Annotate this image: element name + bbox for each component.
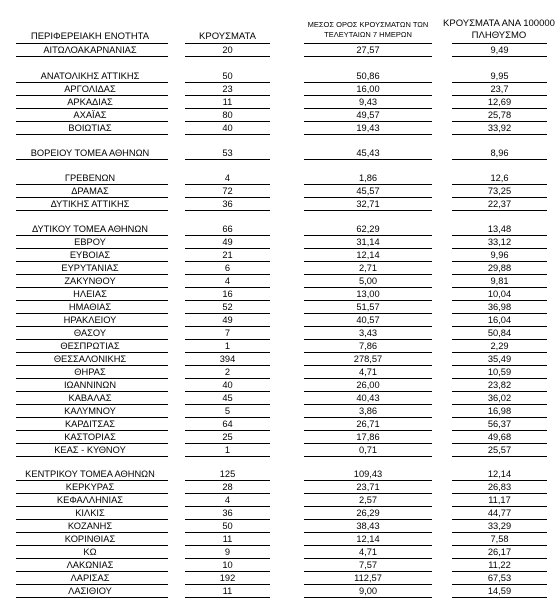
cell-underline (304, 134, 432, 135)
cases-cell: 6 (224, 263, 231, 273)
per100k-cell: 9,96 (490, 250, 509, 260)
per100k-cell: 11,22 (488, 560, 511, 570)
region-cell: ΑΝΑΤΟΛΙΚΗΣ ΑΤΤΙΚΗΣ (40, 71, 140, 81)
per100k-cell: 10,04 (487, 289, 512, 299)
avg-cell: 40,43 (356, 393, 380, 403)
per100k-cell: 36,98 (487, 302, 512, 312)
table-row (0, 288, 560, 301)
cases-cell: 4 (224, 276, 231, 286)
table-row (0, 236, 560, 249)
cases-cell: 192 (219, 573, 236, 583)
table-row (0, 340, 560, 353)
avg-cell: 16,00 (356, 84, 380, 94)
avg-cell: 3,43 (358, 328, 378, 338)
region-cell: ΘΗΡΑΣ (74, 367, 106, 377)
region-cell: ΚΟΖΑΝΗΣ (67, 521, 113, 531)
table-row (0, 481, 560, 494)
per100k-cell: 25,78 (487, 110, 512, 120)
region-cell: ΓΡΕΒΕΝΩΝ (64, 173, 116, 183)
per100k-cell: 22,37 (487, 199, 512, 209)
region-cell: ΚΟΡΙΝΘΙΑΣ (64, 534, 116, 544)
avg-cell: 62,29 (356, 224, 380, 234)
cases-cell: 49 (222, 237, 233, 247)
avg-cell: 7,86 (358, 341, 378, 351)
cell-underline (185, 134, 270, 135)
avg-header-line-2: ΤΕΛΕΥΤΑΙΩΝ 7 ΗΜΕΡΩΝ (324, 30, 412, 39)
avg-cell: 0,71 (358, 445, 378, 455)
per100k-cell: 10,59 (487, 367, 512, 377)
cases-cell: 40 (222, 380, 233, 390)
per100k-header-line-1: ΚΡΟΥΣΜΑΤΑ ΑΝΑ 100000 (443, 18, 555, 29)
table-row (0, 507, 560, 520)
per100k-cell: 73,25 (487, 186, 512, 196)
cell-underline (304, 456, 432, 457)
per100k-column-header (438, 18, 560, 42)
table-row (0, 559, 560, 572)
per100k-cell: 56,37 (487, 419, 512, 429)
region-cell: ΗΡΑΚΛΕΙΟΥ (63, 315, 117, 325)
cases-column-header: ΚΡΟΥΣΜΑΤΑ (199, 31, 256, 42)
table-row (0, 172, 560, 185)
region-cell: ΚΑΛΥΜΝΟΥ (64, 406, 116, 416)
region-cell: ΛΑΚΩΝΙΑΣ (66, 560, 114, 570)
table-row (0, 444, 560, 457)
cases-cell: 21 (222, 250, 233, 260)
region-cell: ΔΥΤΙΚΗΣ ΑΤΤΙΚΗΣ (50, 199, 130, 209)
region-cell: ΚΩ (83, 547, 97, 557)
cell-underline (16, 134, 168, 135)
cases-cell: 1 (224, 341, 231, 351)
table-row (0, 147, 560, 160)
per100k-cell: 26,17 (487, 547, 512, 557)
avg-cell: 17,86 (356, 432, 380, 442)
avg-cell: 4,71 (358, 547, 378, 557)
avg-cell: 5,00 (358, 276, 378, 286)
per100k-cell: 9,81 (490, 276, 509, 286)
cell-underline (16, 56, 168, 57)
region-cell: ΚΕΑΣ - ΚΥΘΝΟΥ (54, 445, 126, 455)
avg-cell: 50,86 (356, 71, 380, 81)
region-cell: ΕΒΡΟΥ (74, 237, 106, 247)
table-row (0, 572, 560, 585)
table-row (0, 520, 560, 533)
avg-cell: 19,43 (356, 123, 380, 133)
cell-underline (16, 159, 168, 160)
avg-cell: 2,57 (358, 495, 378, 505)
per100k-cell: 33,92 (487, 123, 512, 133)
avg-cell: 26,00 (356, 380, 380, 390)
per100k-cell: 13,48 (487, 224, 512, 234)
region-cell: ΒΟΙΩΤΙΑΣ (68, 123, 112, 133)
cases-cell: 1 (224, 445, 231, 455)
per100k-cell: 49,68 (487, 432, 512, 442)
avg-cell: 23,71 (356, 482, 380, 492)
cases-cell: 45 (222, 393, 233, 403)
per100k-cell: 12,6 (490, 173, 509, 183)
table-row (0, 301, 560, 314)
region-cell: ΑΡΓΟΛΙΔΑΣ (64, 84, 116, 94)
per100k-cell: 44,77 (487, 508, 512, 518)
avg-cell: 9,00 (358, 586, 378, 596)
table-row (0, 366, 560, 379)
cases-cell: 11 (222, 586, 233, 596)
cases-cell: 11 (222, 534, 233, 544)
cases-cell: 394 (219, 354, 236, 364)
cell-underline (452, 210, 547, 211)
cell-underline (16, 456, 168, 457)
avg-cell: 109,43 (353, 469, 383, 479)
cell-underline (16, 210, 168, 211)
cell-underline (185, 210, 270, 211)
per100k-cell: 12,69 (487, 97, 512, 107)
region-cell: ΚΑΡΔΙΤΣΑΣ (64, 419, 116, 429)
cell-underline (452, 456, 547, 457)
cell-underline (16, 597, 168, 598)
region-cell: ΖΑΚΥΝΘΟΥ (64, 276, 116, 286)
region-cell: ΗΛΕΙΑΣ (73, 289, 107, 299)
avg-cell: 26,29 (356, 508, 380, 518)
table-row (0, 392, 560, 405)
table-row (0, 198, 560, 211)
cases-cell: 10 (222, 560, 233, 570)
cell-underline (304, 597, 432, 598)
avg-cell: 45,43 (356, 148, 380, 158)
cases-cell: 2 (224, 367, 231, 377)
avg-cell: 31,14 (356, 237, 380, 247)
per100k-cell: 25,57 (487, 445, 512, 455)
table-row (0, 83, 560, 96)
region-cell: ΔΥΤΙΚΟΥ ΤΟΜΕΑ ΑΘΗΝΩΝ (31, 224, 149, 234)
cases-cell: 9 (224, 547, 231, 557)
per100k-cell: 35,49 (487, 354, 512, 364)
cell-underline (185, 159, 270, 160)
region-cell: ΕΥΒΟΙΑΣ (69, 250, 111, 260)
cases-cell: 25 (222, 432, 233, 442)
cases-cell: 66 (222, 224, 233, 234)
per100k-cell: 12,14 (487, 469, 512, 479)
table-row (0, 275, 560, 288)
avg-cell: 4,71 (358, 367, 378, 377)
cases-cell: 49 (222, 315, 233, 325)
per100k-cell: 8,96 (490, 148, 509, 158)
region-cell: ΑΡΚΑΔΙΑΣ (67, 97, 113, 107)
region-cell: ΚΑΣΤΟΡΙΑΣ (64, 432, 116, 442)
region-cell: ΘΕΣΠΡΩΤΙΑΣ (60, 341, 120, 351)
per100k-header-line-2: ΠΛΗΘΥΣΜΟ (471, 30, 527, 41)
avg-cell: 51,57 (356, 302, 380, 312)
per100k-cell: 33,29 (487, 521, 512, 531)
per100k-cell: 50,84 (487, 328, 512, 338)
table-row (0, 468, 560, 481)
region-cell: ΘΑΣΟΥ (73, 328, 107, 338)
cases-cell: 23 (222, 84, 233, 94)
table-row (0, 249, 560, 262)
avg-cell: 278,57 (353, 354, 383, 364)
cases-cell: 50 (222, 71, 233, 81)
per100k-cell: 14,59 (487, 586, 512, 596)
cases-cell: 50 (222, 521, 233, 531)
per100k-cell: 9,95 (490, 71, 509, 81)
table-row (0, 327, 560, 340)
cell-underline (452, 597, 547, 598)
table-row (0, 533, 560, 546)
cases-cell: 36 (222, 508, 233, 518)
region-cell: ΑΧΑΪΑΣ (73, 110, 107, 120)
cases-cell: 125 (219, 469, 236, 479)
avg-cell: 9,43 (358, 97, 378, 107)
table-row (0, 585, 560, 598)
table-row (0, 44, 560, 57)
avg-column-header (293, 20, 443, 40)
table-row (0, 96, 560, 109)
per100k-cell: 23,82 (487, 380, 512, 390)
region-cell: ΚΕΦΑΛΛΗΝΙΑΣ (56, 495, 124, 505)
avg-cell: 1,86 (358, 173, 378, 183)
cell-underline (304, 210, 432, 211)
avg-cell: 45,57 (356, 186, 380, 196)
per100k-cell: 16,98 (487, 406, 512, 416)
cases-cell: 40 (222, 123, 233, 133)
table-row (0, 379, 560, 392)
avg-cell: 38,43 (356, 521, 380, 531)
region-cell: ΙΩΑΝΝΙΝΩΝ (63, 380, 117, 390)
avg-cell: 2,71 (358, 263, 378, 273)
region-cell: ΛΑΣΙΘΙΟΥ (68, 586, 112, 596)
per100k-cell: 26,83 (487, 482, 512, 492)
table-row (0, 431, 560, 444)
cases-cell: 36 (222, 199, 233, 209)
avg-cell: 13,00 (356, 289, 380, 299)
cases-cell: 7 (224, 328, 231, 338)
cases-cell: 16 (222, 289, 233, 299)
per100k-cell: 67,53 (487, 573, 512, 583)
avg-cell: 112,57 (354, 573, 382, 583)
table-row (0, 353, 560, 366)
avg-cell: 40,57 (356, 315, 380, 325)
per100k-cell: 23,7 (490, 84, 509, 94)
region-cell: ΚΙΛΚΙΣ (75, 508, 105, 518)
cases-cell: 20 (222, 45, 233, 55)
table-row (0, 122, 560, 135)
region-cell: ΚΕΡΚΥΡΑΣ (65, 482, 115, 492)
cases-cell: 5 (224, 406, 231, 416)
cases-cell: 4 (224, 173, 231, 183)
cases-cell: 80 (222, 110, 233, 120)
region-cell: ΗΜΑΘΙΑΣ (68, 302, 112, 312)
cases-cell: 53 (222, 148, 233, 158)
cases-cell: 52 (222, 302, 233, 312)
region-cell: ΘΕΣΣΑΛΟΝΙΚΗΣ (53, 354, 127, 364)
avg-cell: 12,14 (356, 250, 380, 260)
cell-underline (304, 159, 432, 160)
cell-underline (185, 56, 270, 57)
region-cell: ΔΡΑΜΑΣ (71, 186, 109, 196)
cases-cell: 11 (222, 97, 233, 107)
region-cell: ΕΥΡΥΤΑΝΙΑΣ (61, 263, 119, 273)
table-row (0, 262, 560, 275)
cases-cell: 72 (222, 186, 233, 196)
table-row (0, 405, 560, 418)
region-cell: ΑΙΤΩΛΟΑΚΑΡΝΑΝΙΑΣ (43, 45, 137, 55)
cell-underline (452, 134, 547, 135)
per100k-cell: 36,02 (487, 393, 512, 403)
cell-underline (185, 597, 270, 598)
avg-cell: 12,14 (356, 534, 380, 544)
per100k-cell: 7,58 (490, 534, 509, 544)
per100k-cell: 11,17 (488, 495, 511, 505)
cell-underline (185, 456, 270, 457)
table-row (0, 546, 560, 559)
per100k-cell: 29,88 (487, 263, 512, 273)
table-row (0, 70, 560, 83)
cases-cell: 4 (224, 495, 231, 505)
avg-cell: 3,86 (358, 406, 378, 416)
table-row (0, 109, 560, 122)
region-cell: ΛΑΡΙΣΑΣ (70, 573, 110, 583)
avg-cell: 27,57 (356, 45, 380, 55)
avg-header-line-1: ΜΕΣΟΣ ΟΡΟΣ ΚΡΟΥΣΜΑΤΩΝ ΤΩΝ (307, 20, 429, 29)
table-row (0, 223, 560, 236)
cases-cell: 64 (222, 419, 233, 429)
region-column-header: ΠΕΡΙΦΕΡΕΙΑΚΗ ΕΝΟΤΗΤΑ (30, 31, 150, 42)
per100k-cell: 2,29 (490, 341, 509, 351)
table-row (0, 494, 560, 507)
per100k-cell: 16,04 (487, 315, 512, 325)
avg-cell: 7,57 (358, 560, 378, 570)
avg-cell: 26,71 (356, 419, 380, 429)
avg-cell: 32,71 (356, 199, 380, 209)
cell-underline (304, 56, 432, 57)
table-row (0, 418, 560, 431)
table-row (0, 185, 560, 198)
avg-cell: 49,57 (356, 110, 380, 120)
cell-underline (452, 159, 547, 160)
table-row (0, 314, 560, 327)
cell-underline (452, 56, 547, 57)
region-cell: ΚΑΒΑΛΑΣ (68, 393, 112, 403)
per100k-cell: 9,49 (490, 45, 509, 55)
region-cell: ΚΕΝΤΡΙΚΟΥ ΤΟΜΕΑ ΑΘΗΝΩΝ (25, 469, 155, 479)
region-cell: ΒΟΡΕΙΟΥ ΤΟΜΕΑ ΑΘΗΝΩΝ (30, 148, 150, 158)
cases-cell: 28 (222, 482, 233, 492)
per100k-cell: 33,12 (487, 237, 512, 247)
